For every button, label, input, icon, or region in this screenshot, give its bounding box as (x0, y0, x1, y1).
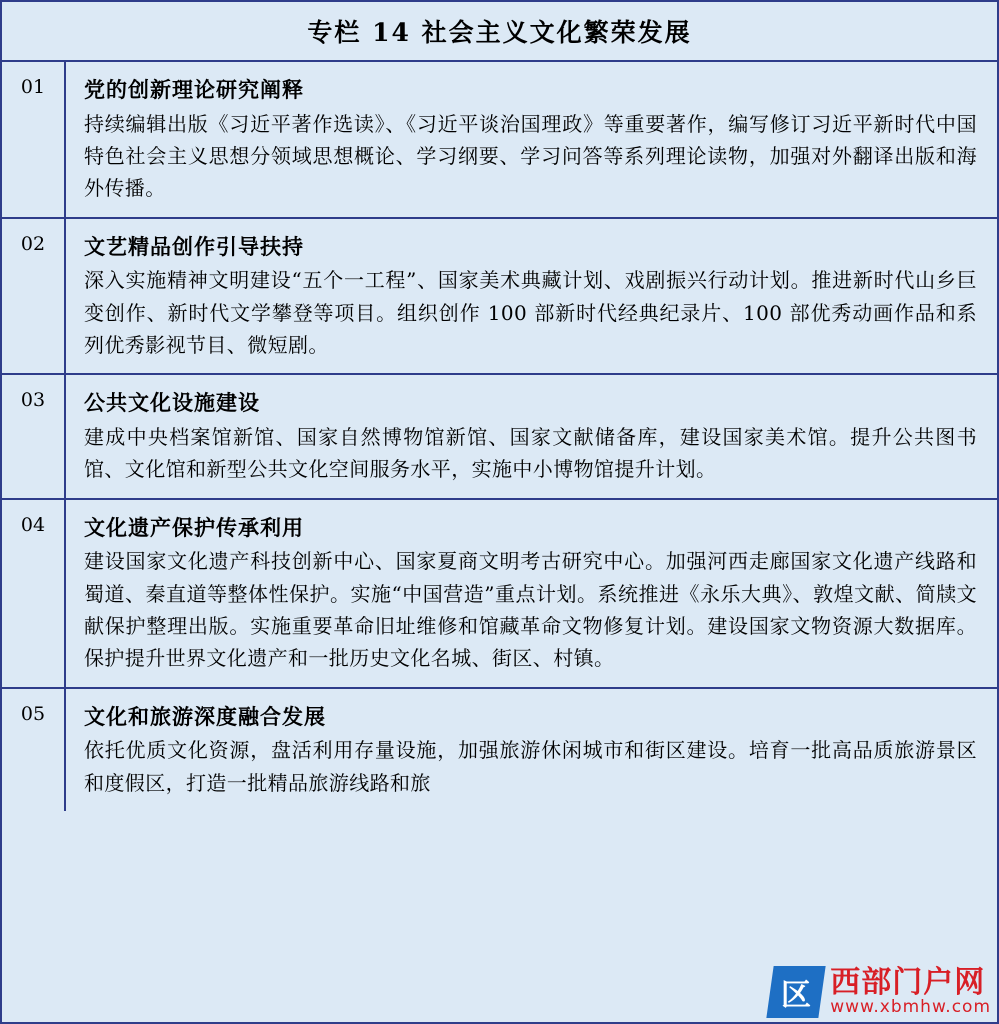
item-number: 01 (2, 62, 66, 217)
item-heading: 文艺精品创作引导扶持 (84, 233, 304, 259)
watermark-logo-text: 区 (781, 978, 812, 1013)
item-body: 建设国家文化遗产科技创新中心、国家夏商文明考古研究中心。加强河西走廊国家文化遗产线路和蜀道、秦直道等整体性保护。实施“中国营造”重点计划。系统推进《永乐大典》、敦煌文献、简牍文献保护整理出版。实施重要革命旧址维修和馆藏革命文物修复计划。建设国家文物资源大数据库。保护提升世界文化遗产和一批历史文化名城、街区、村镇。 (84, 549, 977, 671)
item-body: 建成中央档案馆新馆、国家自然博物馆新馆、国家文献储备库，建设国家美术馆。提升公共图书馆、文化馆和新型公共文化空间服务水平，实施中小博物馆提升计划。 (84, 424, 977, 482)
panel-title-bar (2, 2, 997, 62)
watermark-logo-icon (767, 966, 826, 1018)
item-content (66, 219, 997, 374)
site-watermark (770, 966, 991, 1018)
item-heading: 文化遗产保护传承利用 (84, 514, 304, 540)
watermark-site-url: www.xbmhw.com (830, 996, 991, 1017)
watermark-site-name: 西部门户网 (830, 965, 986, 1001)
item-number: 04 (2, 500, 66, 687)
item-content (66, 689, 997, 811)
item-content (66, 375, 997, 497)
page-title: 专栏 14 社会主义文化繁荣发展 (307, 18, 692, 47)
item-number: 03 (2, 375, 66, 497)
item-content (66, 62, 997, 217)
item-heading: 文化和旅游深度融合发展 (84, 703, 326, 729)
list-item (2, 219, 997, 376)
item-heading: 公共文化设施建设 (84, 390, 260, 416)
list-item (2, 500, 997, 689)
item-body: 深入实施精神文明建设“五个一工程”、国家美术典藏计划、戏剧振兴行动计划。推进新时代山乡巨变创作、新时代文学攀登等项目。组织创作 100 部新时代经典纪录片、100 部优秀动画作品和系列优秀影视节目、微短剧。 (84, 268, 977, 357)
item-list (2, 62, 997, 811)
item-heading: 党的创新理论研究阐释 (84, 77, 304, 102)
watermark-text-group (830, 967, 991, 1016)
item-number: 05 (2, 689, 66, 811)
list-item (2, 375, 997, 499)
item-content (66, 500, 997, 687)
item-body: 持续编辑出版《习近平著作选读》、《习近平谈治国理政》等重要著作，编写修订习近平新时代中国特色社会主义思想分领域思想概论、学习纲要、学习问答等系列理论读物，加强对外翻译出版和海外传播。 (84, 111, 977, 201)
list-item (2, 689, 997, 811)
item-number: 02 (2, 219, 66, 374)
item-body: 依托优质文化资源，盘活利用存量设施，加强旅游休闲城市和街区建设。培育一批高品质旅游景区和度假区，打造一批精品旅游线路和旅 (84, 738, 977, 795)
list-item (2, 62, 997, 219)
